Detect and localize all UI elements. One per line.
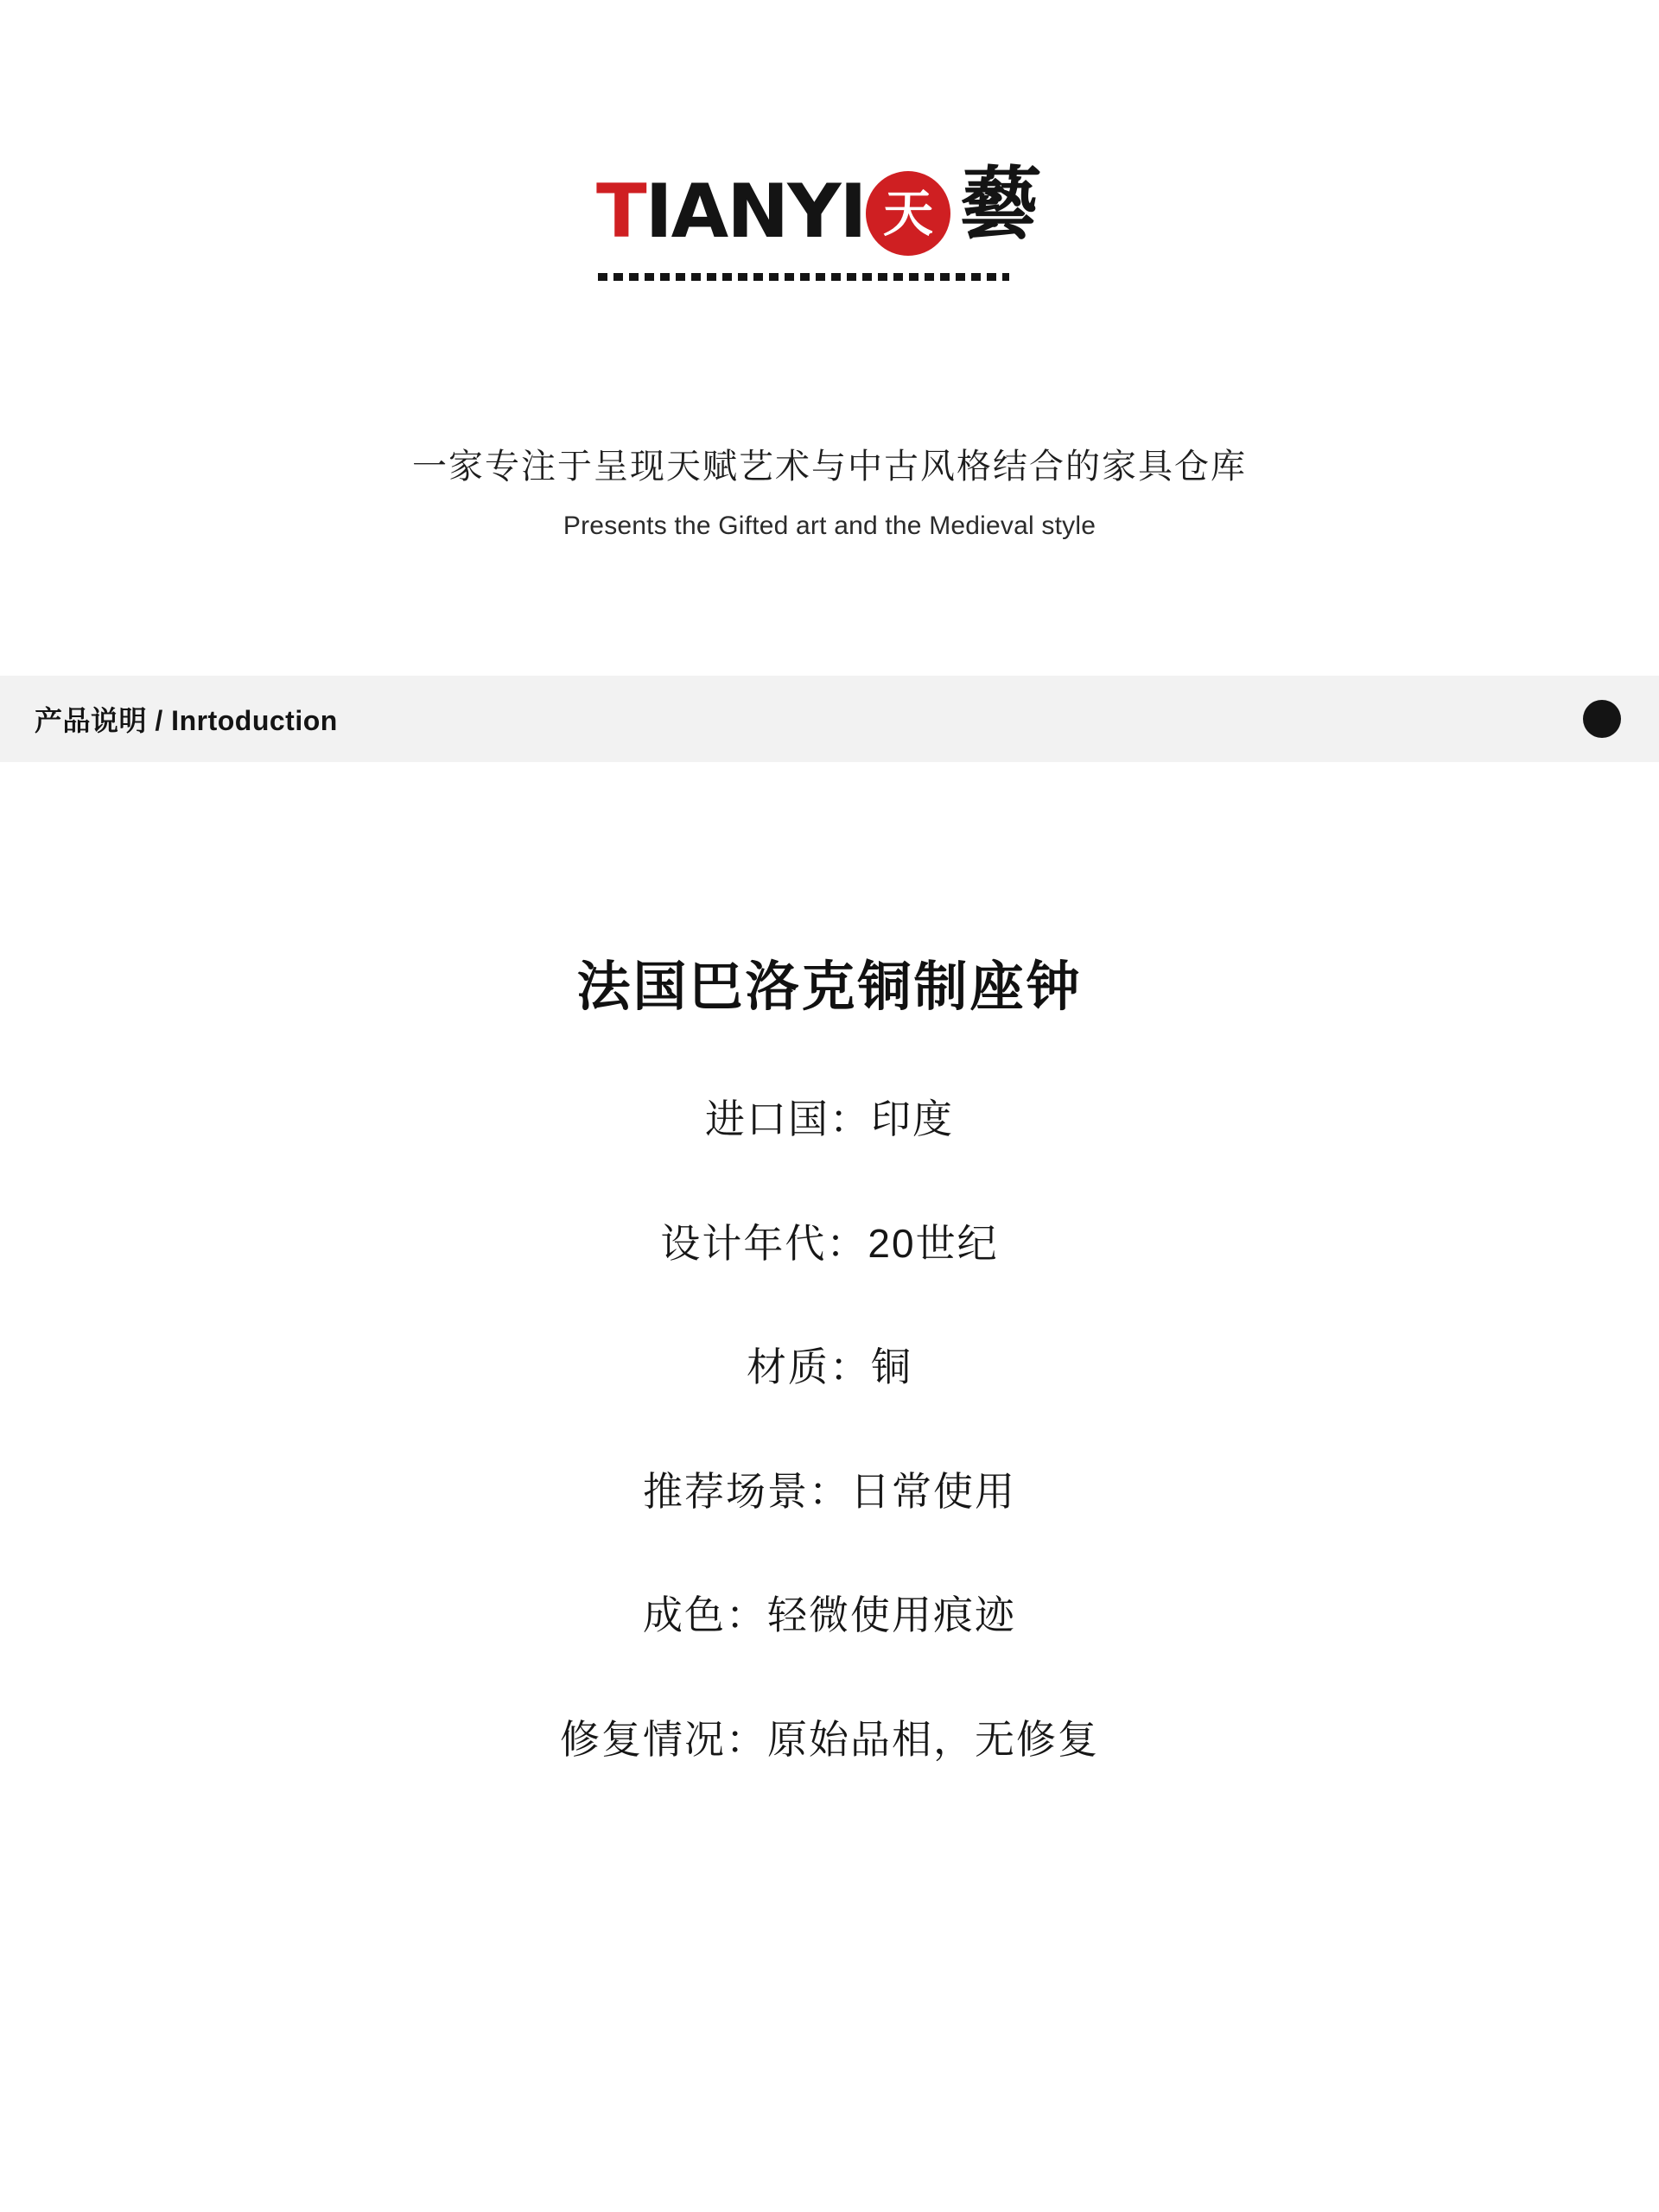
spec-item: 推荐场景：日常使用: [643, 1468, 1016, 1514]
circle-bullet-icon: [1583, 700, 1621, 738]
tagline-english: Presents the Gifted art and the Medieval style: [563, 512, 1096, 540]
tianyi-logo: [596, 156, 1063, 311]
logo-dotted-rule: [598, 273, 1009, 281]
logo-wordmark-rest: IANYI: [645, 168, 866, 255]
tagline: [0, 441, 1659, 541]
tagline-chinese: 一家专注于呈现天赋艺术与中古风格结合的家具仓库: [412, 448, 1247, 486]
logo-wordmark: [596, 168, 866, 255]
product-spec-list: [0, 1095, 1659, 1764]
spec-item: 成色：轻微使用痕迹: [643, 1592, 1016, 1637]
section-title: 产品说明 / Inrtoduction: [35, 705, 338, 736]
logo-seal-icon: 天: [866, 171, 950, 256]
spec-item: 设计年代：20世纪: [660, 1220, 999, 1266]
product-introduction: [0, 762, 1659, 1764]
logo-calligraphy-icon: 藝: [954, 157, 1044, 251]
logo-wordmark-initial: T: [596, 168, 645, 255]
brand-header: [0, 156, 1659, 311]
spec-item: 进口国：印度: [705, 1096, 954, 1141]
product-title: 法国巴洛克铜制座钟: [576, 957, 1083, 1017]
spec-item: 修复情况：原始品相，无修复: [560, 1716, 1099, 1762]
spec-item: 材质：铜: [747, 1344, 912, 1389]
section-header-bar: [0, 676, 1659, 762]
